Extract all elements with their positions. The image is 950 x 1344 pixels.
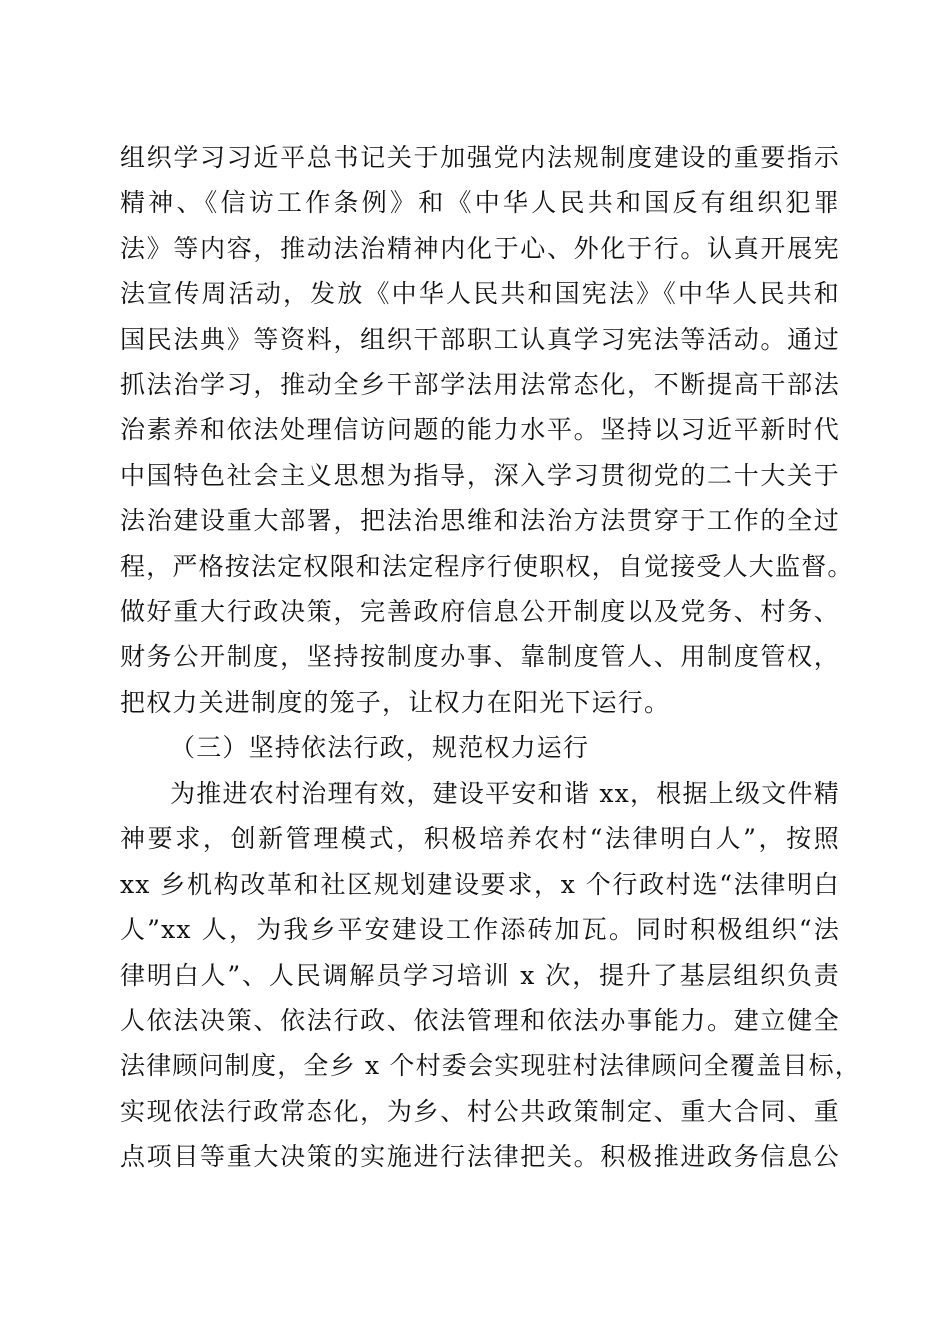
paragraph-line: 实现依法行政常态化，为乡、村公共政策制定、重大合同、重 xyxy=(120,1096,840,1126)
paragraph-line: 治素养和依法处理信访问题的能力水平。坚持以习近平新时代 xyxy=(120,415,840,445)
paragraph-line: 为推进农村治理有效，建设平安和谐 xx，根据上级文件精 xyxy=(170,779,840,808)
paragraph-line: 国民法典》等资料，组织干部职工认真学习宪法等活动。通过 xyxy=(120,324,840,354)
paragraph-line: 人”xx 人，为我乡平安建设工作添砖加瓦。同时积极组织“法 xyxy=(120,915,840,945)
paragraph-line: 把权力关进制度的笼子，让权力在阳光下运行。 xyxy=(120,687,671,717)
paragraph-line: xx 乡机构改革和社区规划建设要求，x 个行政村选“法律明白 xyxy=(120,869,840,899)
paragraph-line: 法宣传周活动，发放《中华人民共和国宪法》《中华人民共和 xyxy=(120,279,840,309)
paragraph-line: 中国特色社会主义思想为指导，深入学习贯彻党的二十大关于 xyxy=(120,460,840,490)
paragraph-line: 程，严格按法定权限和法定程序行使职权，自觉接受人大监督。 xyxy=(120,551,854,581)
paragraph-line: 点项目等重大决策的实施进行法律把关。积极推进政务信息公 xyxy=(120,1142,840,1172)
paragraph-line: 律明白人”、人民调解员学习培训 x 次，提升了基层组织负责 xyxy=(120,960,840,990)
section-heading: （三）坚持依法行政，规范权力运行 xyxy=(170,733,590,763)
paragraph-line: 财务公开制度，坚持按制度办事、靠制度管人、用制度管权， xyxy=(120,642,840,672)
paragraph-line: 抓法治学习，推动全乡干部学法用法常态化，不断提高干部法 xyxy=(120,369,840,399)
paragraph-line: 组织学习习近平总书记关于加强党内法规制度建设的重要指示 xyxy=(120,143,840,172)
paragraph-line: 法治建设重大部署，把法治思维和法治方法贯穿于工作的全过 xyxy=(120,506,840,536)
paragraph-line: 做好重大行政决策，完善政府信息公开制度以及党务、村务、 xyxy=(120,596,840,626)
paragraph-1 xyxy=(120,135,854,770)
paragraph-line: 法律顾问制度，全乡 x 个村委会实现驻村法律顾问全覆盖目标， xyxy=(120,1051,861,1081)
paragraph-line: 神要求，创新管理模式，积极培养农村“法律明白人”，按照 xyxy=(120,824,840,854)
paragraph-line: 人依法决策、依法行政、依法管理和依法办事能力。建立健全 xyxy=(120,1005,840,1035)
paragraph-line: 精神、《信访工作条例》和《中华人民共和国反有组织犯罪 xyxy=(120,188,840,218)
paragraph-2 xyxy=(120,771,861,1180)
paragraph-line: 法》等内容，推动法治精神内化于心、外化于行。认真开展宪 xyxy=(120,233,840,263)
